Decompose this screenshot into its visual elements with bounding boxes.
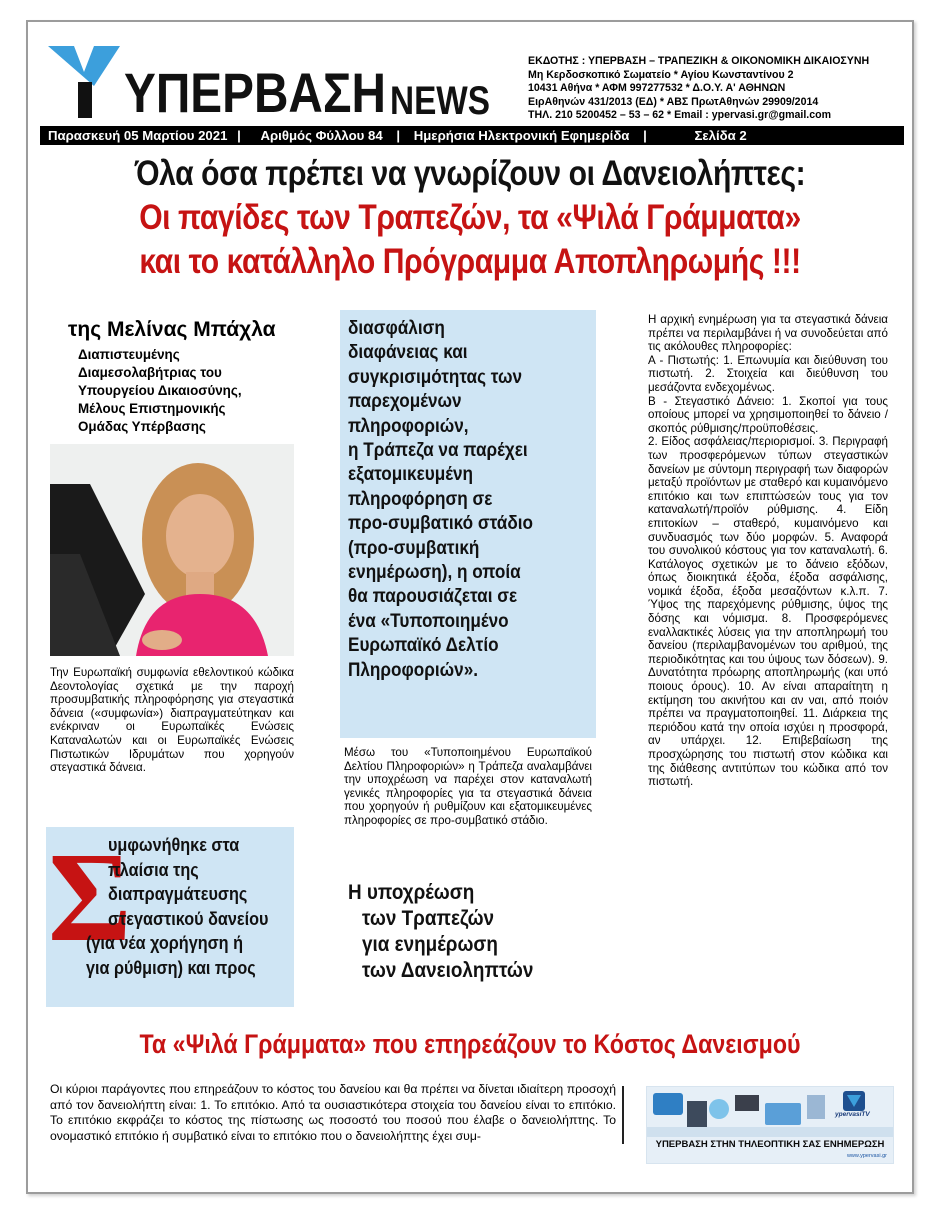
highlight-line: (προ-συμβατική bbox=[348, 536, 480, 559]
author-role-line: Υπουργείου Δικαιοσύνης, bbox=[78, 383, 242, 398]
vertical-divider bbox=[622, 1086, 624, 1144]
publisher-info bbox=[528, 55, 908, 123]
publisher-line: ΕιρΑθηνών 431/2013 (ΕΔ) * ΑΒΣ ΠρωτΑθηνών 29909/2014 bbox=[528, 95, 819, 108]
newspaper-page bbox=[26, 20, 914, 1194]
headline bbox=[28, 152, 912, 284]
col3-paragraph: Β - Στεγαστικό Δάνειο: 1. Σκοποί για τους οποίους μπορεί να χρησιμοποιηθεί το δάνειο /σκοπός ρύθμισης/προϋποθέσεις. bbox=[648, 394, 888, 435]
banner-url: www.ypervasi.gr bbox=[846, 1153, 887, 1159]
banner-title: ΥΠΕΡΒΑΣΗ ΣΤΗΝ ΤΗΛΕΟΠΤΙΚΗ ΣΑΣ ΕΝΗΜΕΡΩΣΗ bbox=[655, 1139, 885, 1150]
highlight-line: πληροφόρηση σε bbox=[348, 487, 493, 510]
highlight-line: η Τράπεζα να παρέχει bbox=[348, 439, 528, 462]
subhead-line: Η υποχρέωση bbox=[348, 881, 475, 904]
issue-date: Παρασκευή 05 Μαρτίου 2021 bbox=[48, 128, 228, 143]
highlight-line: προ-συμβατικό στάδιο bbox=[348, 512, 534, 535]
highlight-line: συγκρισιμότητας των bbox=[348, 365, 523, 388]
col2-paragraph: Μέσω του «Τυποποιημένου Ευρωπαϊκού Δελτίου Πληροφοριών» η Τράπεζα αναλαμβάνει την υποχρέωση να παρέχει στον καταναλωτή γενικές πληροφορίες για τα στεγαστικά δάνεια που χορηγούν ή ρυθμίζουν και εξατομικευμένες πληροφορίες σε προ-συμβατικό στάδιο. bbox=[344, 746, 592, 827]
headline-line-3: και το κατάλληλο Πρόγραμμα Αποπληρωμής !!! bbox=[139, 242, 801, 281]
publisher-line: 10431 Αθήνα * ΑΦΜ 997277532 * Δ.Ο.Υ. Α' ΑΘΗΝΩΝ bbox=[528, 82, 786, 95]
subhead-line: των Δανειοληπτών bbox=[362, 959, 534, 982]
author-role-line: Μέλους Επιστημονικής bbox=[78, 401, 226, 416]
highlight-line: ενημέρωση), η οποία bbox=[348, 561, 521, 584]
col3-paragraph: Η αρχική ενημέρωση για τα στεγαστικά δάνεια πρέπει να περιλαμβάνει ή να συνοδεύεται από τις ακόλουθες πληροφορίες: bbox=[648, 313, 888, 354]
author-role-line: Διαμεσολαβήτριας του bbox=[78, 365, 222, 380]
highlight-line: θα παρουσιάζεται σε bbox=[348, 585, 518, 608]
section-title: Τα «Ψιλά Γράμματα» που επηρεάζουν το Κόστος Δανεισμού bbox=[139, 1029, 801, 1059]
highlight-line: εξατομικευμένη bbox=[348, 463, 474, 486]
publisher-line: Μη Κερδοσκοπικό Σωματείο * Αγίου Κωνσταντίνου 2 bbox=[528, 68, 794, 81]
date-bar bbox=[40, 126, 904, 145]
author-photo bbox=[50, 444, 294, 656]
pull-quote-line: υμφωνήθηκε στα bbox=[108, 835, 240, 855]
drop-cap: Σ bbox=[48, 826, 132, 968]
publisher-line: ΤΗΛ. 210 5200452 – 53 – 62 * Email : ypervasi.gr@gmail.com bbox=[528, 109, 832, 122]
author-role bbox=[78, 346, 242, 436]
separator: | bbox=[643, 128, 647, 143]
col3-text bbox=[648, 313, 888, 789]
highlight-line: Πληροφοριών». bbox=[348, 658, 479, 681]
subhead-line: των Τραπεζών bbox=[362, 907, 495, 930]
pull-quote-line: διαπραγμάτευσης bbox=[108, 884, 248, 904]
logo-news: NEWS bbox=[390, 79, 490, 120]
author-role-line: Ομάδας Υπέρβασης bbox=[78, 419, 206, 434]
page-number: Σελίδα 2 bbox=[694, 128, 747, 143]
highlight-box bbox=[340, 310, 596, 738]
separator: | bbox=[237, 128, 241, 143]
highlight-line: πληροφοριών, bbox=[348, 414, 469, 437]
pull-quote-line: πλαίσια της bbox=[108, 859, 199, 880]
col3-paragraph: 2. Είδος ασφάλειας/περιορισμοί. 3. Περιγραφή των προσφερόμενων τύπων στεγαστικών δανείων με σύντομη περιγραφή των διαφορών μεταξύ προϊόντων με σταθερό και κυμαινόμενο επιτόκιο και των επιπτώσεών τους για τον καταναλωτή/προϊόν ρύθμισης. 4. Είδη επιτοκίων – σταθερό, κυμαινόμενο και συνδυασμός των δύο μορφών. 5. Αναφορά του συνολικού κόστους για τον καταναλωτή. 6. Κατάλογος σχετικών με το δάνειο εξόδων, όπως διοικητικά έξοδα, έξοδα ασφάλισης, νομικά έξοδα, έξοδα μεσαζόντων κ.λ.π. 7. Ύψος της παρεχόμενης ρύθμισης, ύψος της δόσης και νόμισμα. 8. Προσφερόμενες εναλλακτικές λύσεις για την αποπληρωμή του δανείου (περιλαμβανομένων του αριθμού, της περιοδικότητας και του ύψους των δόσεων). 9. Δυνατότητα πρόωρης αποπληρωμής (και υπό ποιους όρους). 10. Αν είναι απαραίτητη η εκτίμηση του ακινήτου και αν ναι, από ποιόν πρέπει να πραγματοποιηθεί. 11. Διάρκεια της περιόδου κατά την οποία ισχύει η προσφορά, αν υπάρχει. 12. Επιβεβαίωση της προσχώρησης του πιστωτή στον κώδικα και της διάθεσης αντιτύπων του κώδικα από τον πιστωτή. bbox=[648, 435, 888, 789]
pull-quote-line: για ρύθμιση) και προς bbox=[86, 957, 256, 978]
highlight-line: παρεχομένων bbox=[348, 390, 462, 413]
col1-paragraph: Την Ευρωπαϊκή συμφωνία εθελοντικού κώδικα Δεοντολογίας σχετικά με την παροχή προσυμβατικής πληροφόρησης για στεγαστικά δάνεια («συμφωνία») διαπραγματεύτηκαν και ενέκριναν οι Ευρωπαϊκές Ενώσεις Καταναλωτών και οι Ευρωπαϊκές Ενώσεις Πιστωτικών Ιδρυμάτων που χορηγούν στεγαστικά δάνεια. bbox=[50, 666, 294, 775]
col2-subhead bbox=[348, 880, 588, 984]
pull-quote bbox=[46, 827, 294, 1007]
highlight-line: διαφάνειας και bbox=[348, 341, 468, 364]
separator: | bbox=[396, 128, 401, 143]
masthead-logo bbox=[38, 42, 494, 120]
highlight-line: Ευρωπαϊκό Δελτίο bbox=[348, 634, 499, 657]
author-role-line: Διαπιστευμένης bbox=[78, 347, 180, 362]
headline-line-1: Όλα όσα πρέπει να γνωρίζουν οι Δανειολήπτες: bbox=[134, 154, 806, 193]
logo-text: ΥΠΕΡΒΑΣΗ bbox=[124, 61, 386, 120]
headline-line-2: Οι παγίδες των Τραπεζών, τα «Ψιλά Γράμματα» bbox=[139, 198, 801, 237]
col3-paragraph: Α - Πιστωτής: 1. Επωνυμία και διεύθυνση του πιστωτή. 2. Στοιχεία και διεύθυνση του μεσάζοντα ενδεχομένως. bbox=[648, 353, 888, 394]
subhead-line: για ενημέρωση bbox=[362, 933, 498, 956]
paper-type: Ημερήσια Ηλεκτρονική Εφημερίδα bbox=[413, 128, 630, 143]
pull-quote-line: στεγαστικού δανείου bbox=[108, 908, 269, 929]
author-name: της Μελίνας Μπάχλα bbox=[68, 318, 276, 341]
issue-number: Αριθμός Φύλλου 84 bbox=[260, 128, 383, 143]
bottom-paragraph: Οι κύριοι παράγοντες που επηρεάζουν το κόστος του δανείου και θα πρέπει να δίνεται ιδιαίτερη προσοχή από τον δανειολήπτη είναι: 1. Το επιτόκιο. Από τα ουσιαστικότερα στοιχεία του δανείου είναι το επιτόκιο. Το επιτόκιο εκφράζει το κόστος της πίστωσης ως ποσοστό του ποσού που έλαβε ο δανειολήπτης. Το ονομαστικό επιτόκιο ή συμβατικό είναι το επιτόκιο που ο δανειολήπτης έχει συμ- bbox=[50, 1082, 616, 1143]
highlight-line: διασφάλιση bbox=[348, 317, 445, 339]
banner-tv-label: ypervasiTV bbox=[835, 1111, 870, 1118]
highlight-line: ένα «Τυποποιημένο bbox=[348, 609, 509, 632]
pull-quote-line: (για νέα χορήγηση ή bbox=[86, 933, 243, 953]
publisher-line: ΕΚΔΟΤΗΣ : ΥΠΕΡΒΑΣΗ – ΤΡΑΠΕΖΙΚΗ & ΟΙΚΟΝΟΜΙΚΗ ΔΙΚΑΙΟΣΥΝΗ bbox=[528, 55, 870, 67]
logo-y-icon bbox=[48, 46, 120, 86]
tv-banner[interactable] bbox=[646, 1086, 894, 1164]
